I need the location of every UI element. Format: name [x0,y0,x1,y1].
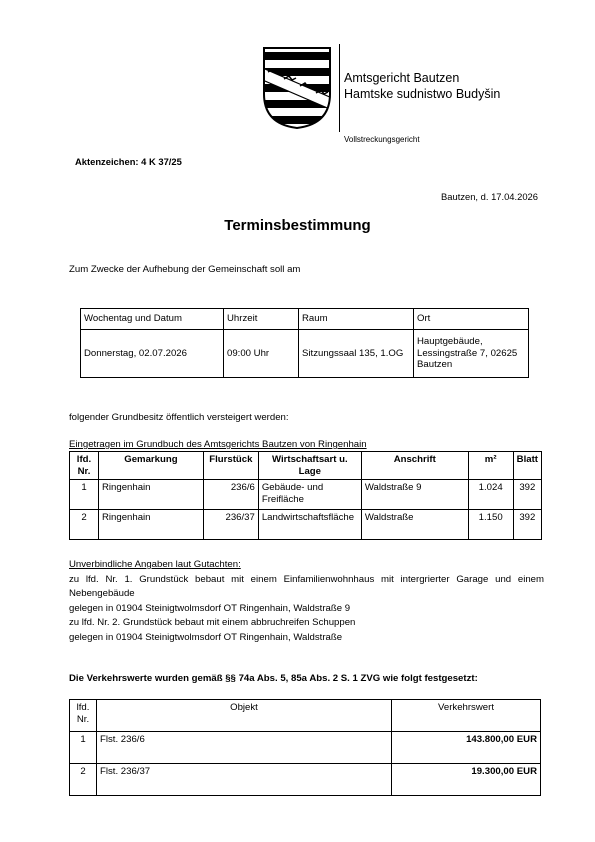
object-cell: Flst. 236/6 [97,732,392,764]
header-cell: Flurstück [203,452,258,480]
table-row [70,480,542,510]
court-name-sorbian: Hamtske sudnistwo Budyšin [344,87,501,101]
valuation-statement: Die Verkehrswerte wurden gemäß §§ 74a Abs. 5, 85a Abs. 2 S. 1 ZVG wie folgt festgesetzt: [69,673,478,684]
note-line: zu lfd. Nr. 2. Grundstück bebaut mit einem abbruchreifen Schuppen [69,617,356,629]
area-cell: 1.024 [468,480,513,510]
header-cell: Uhrzeit [224,309,299,330]
value-cell: 143.800,00 EUR [392,732,541,764]
header-cell: m² [468,452,513,480]
header-cell: Ort [414,309,529,330]
header-cell: Objekt [97,700,392,732]
district-cell: Ringenhain [98,480,203,510]
header-cell: Raum [299,309,414,330]
place-date: Bautzen, d. 17.04.2026 [441,191,538,202]
location-cell: Hauptgebäude, Lessingstraße 7, 02625 Bautzen [414,330,529,378]
room-cell: Sitzungssaal 135, 1.OG [299,330,414,378]
value-cell: 19.300,00 EUR [392,764,541,796]
notes-block [69,558,544,646]
row-number: 1 [70,732,97,764]
appointment-row [81,330,529,378]
sheet-cell: 392 [513,510,541,540]
note-line: gelegen in 01904 Steinigtwolmsdorf OT Ringenhain, Waldstraße 9 [69,602,351,614]
table-row [70,732,541,764]
row-number: 1 [70,480,99,510]
note-line: gelegen in 01904 Steinigtwolmsdorf OT Ringenhain, Waldstraße [69,631,343,643]
coat-of-arms-emblem [262,46,332,130]
date-cell: Donnerstag, 02.07.2026 [81,330,224,378]
parcel-cell: 236/6 [203,480,258,510]
notes-heading: Unverbindliche Angaben laut Gutachten: [69,559,241,570]
address-cell: Waldstraße [361,510,468,540]
note-line: zu lfd. Nr. 1. Grundstück bebaut mit einem Einfamilienwohnhaus mit intergrierter Garage und einem Nebengebäude [69,573,544,600]
sheet-cell: 392 [513,480,541,510]
intro-text: Zum Zwecke der Aufhebung der Gemeinschaft soll am [69,264,301,275]
court-department: Vollstreckungsgericht [344,135,420,144]
object-cell: Flst. 236/37 [97,764,392,796]
appointment-table [80,308,529,378]
table-row [70,510,542,540]
document-title: Terminsbestimmung [224,217,371,234]
header-cell: Verkehrswert [392,700,541,732]
table-row [70,764,541,796]
header-cell: lfd. Nr. [70,700,97,732]
usage-cell: Gebäude- und Freifläche [258,480,361,510]
header-cell: Blatt [513,452,541,480]
header-cell: Wirtschaftsart u. Lage [258,452,361,480]
header-cell: Anschrift [361,452,468,480]
address-cell: Waldstraße 9 [361,480,468,510]
file-number: Aktenzeichen: 4 K 37/25 [75,156,182,167]
auction-sentence: folgender Grundbesitz öffentlich versteigert werden: [69,412,289,423]
parcel-cell: 236/37 [203,510,258,540]
header-cell: Wochentag und Datum [81,309,224,330]
land-register-caption: Eingetragen im Grundbuch des Amtsgerichts Bautzen von Ringenhain [69,439,367,450]
row-number: 2 [70,764,97,796]
land-register-table [69,451,542,540]
valuation-table [69,699,541,796]
court-name-german: Amtsgericht Bautzen [344,71,460,85]
row-number: 2 [70,510,99,540]
header-divider [339,44,340,132]
district-cell: Ringenhain [98,510,203,540]
time-cell: 09:00 Uhr [224,330,299,378]
usage-cell: Landwirtschaftsfläche [258,510,361,540]
area-cell: 1.150 [468,510,513,540]
header-cell: Gemarkung [98,452,203,480]
header-cell: lfd. Nr. [70,452,99,480]
